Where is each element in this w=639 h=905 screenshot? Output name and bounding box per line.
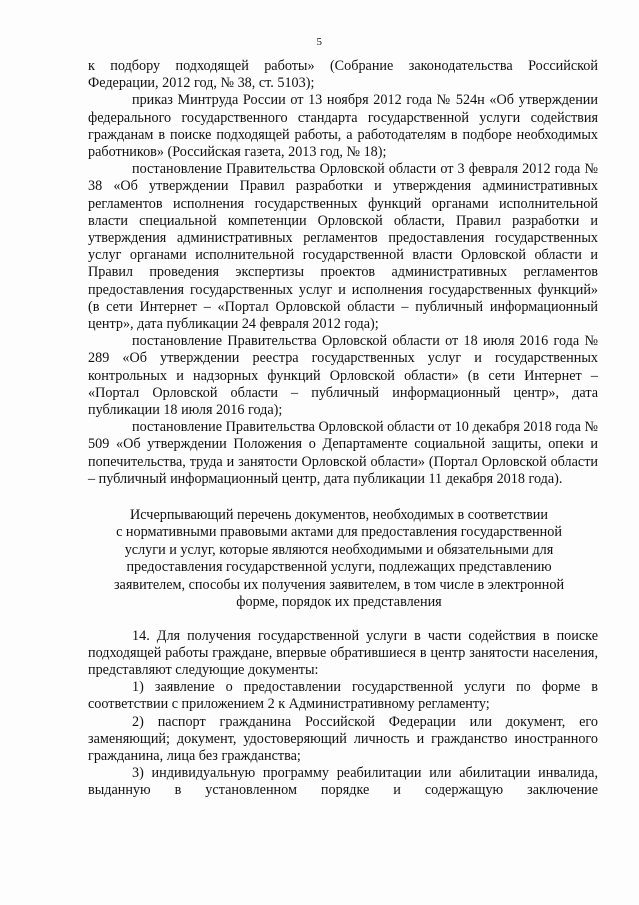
section-heading-line: услуги и услуг, которые являются необходимыми и обязательными для xyxy=(124,541,554,558)
item-14: 14. Для получения государственной услуги в части содействия в поиске подходящей работы граждане, впервые обратившиеся в центр занятости населения, представляют следующие документы: xyxy=(88,627,598,678)
section-heading-line: с нормативными правовыми актами для предоставления государственной xyxy=(116,524,562,541)
section-heading-line: предоставления государственной услуги, подлежащих представлению xyxy=(126,559,552,576)
paragraph-resolution-509: постановление Правительства Орловской области от 10 декабря 2018 года № 509 «Об утверждении Положения о Департаменте социальной защиты, опеки и попечительства, труда и занятости Орловской области» (Портал Орловской области – публичный информационный центр, дата публикации 11 декабря 2018 года). xyxy=(88,419,598,487)
paragraph-resolution-289: постановление Правительства Орловской области от 18 июля 2016 года № 289 «Об утверждении реестра государственных услуг и государственных контрольных и надзорных функций Орловской области» (в сети Интернет – «Портал Орловской области – публичный информационный центр», дата публикации 18 июля 2016 года); xyxy=(88,333,598,419)
item-14-1: 1) заявление о предоставлении государственной услуги по форме в соответствии с приложением 2 к Административному регламенту; xyxy=(88,679,598,713)
section-heading-line: Исчерпывающий перечень документов, необходимых в соответствии xyxy=(130,507,548,524)
item-14-2: 2) паспорт гражданина Российской Федерации или документ, его заменяющий; документ, удостоверяющий личность и гражданство иностранного гражданина, лица без гражданства; xyxy=(88,713,598,764)
section-heading xyxy=(88,507,590,611)
paragraph-order-mintrud: приказ Минтруда России от 13 ноября 2012 года № 524н «Об утверждении федерального государственного стандарта государственной услуги содействия гражданам в поиске подходящей работы, а работодателям в подборе необходимых работников» (Российская газета, 2013 год, № 18); xyxy=(88,92,598,161)
paragraph-continuation: к подбору подходящей работы» (Собрание законодательства Российской Федерации, 2012 год, № 38, ст. 5103); xyxy=(88,58,598,92)
document-body xyxy=(88,58,598,800)
section-heading-line: форме, порядок их представления xyxy=(236,594,442,611)
section-heading-line: заявителем, способы их получения заявителем, в том числе в электронной xyxy=(113,576,565,593)
item-14-3: 3) индивидуальную программу реабилитации или абилитации инвалида, выданную в установленном порядке и содержащую заключение xyxy=(88,765,598,799)
page-number: 5 xyxy=(316,36,323,48)
paragraph-resolution-38: постановление Правительства Орловской области от 3 февраля 2012 года № 38 «Об утверждении Правил разработки и утверждения административных регламентов исполнения государственных функций органами исполнительной власти специальной компетенции Орловской области, Правил разработки и утверждения административных регламентов предоставления государственных услуг органами исполнительной государственной власти Орловской области и Правил проведения экспертизы проектов административных регламентов предоставления государственных услуг и исполнения государственных функций» (в сети Интернет – «Портал Орловской области – публичный информационный центр», дата публикации 24 февраля 2012 года); xyxy=(88,161,598,333)
